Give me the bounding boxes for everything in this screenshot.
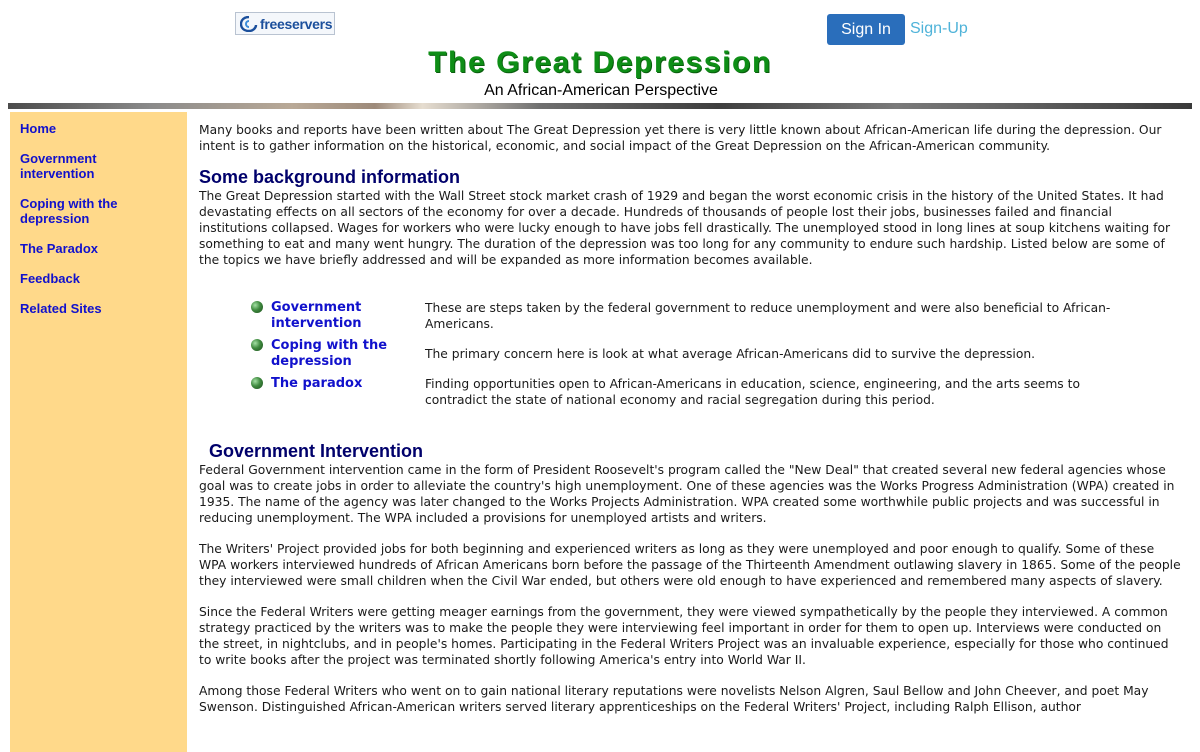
sidebar-nav <box>10 112 187 316</box>
gov-paragraph: Since the Federal Writers were getting meager earnings from the government, they were viewed sympathetically by the people they interviewed. A common strategy practiced by the writers was to make the people they were interviewing feel important in order for them to open up. Interviews were conducted on the street, in nightclubs, and in people's homes. Participating in the Federal Writers Project was an invaluable experience, especially for those who continued to write books after the project was terminated shortly following America's entry into World War II. <box>199 605 1169 667</box>
sidebar-link-home[interactable]: Home <box>20 121 57 136</box>
topic-row-government <box>251 300 1145 338</box>
green-bullet-icon <box>251 301 263 313</box>
gov-paragraph: Federal Government intervention came in the form of President Roosevelt's program called the "New Deal" that created several new federal agencies whose goal was to create jobs in order to alleviate the country's high unemployment. One of these agencies was the Works Progress Administration (WPA) created in 1935. The name of the agency was later changed to the Works Projects Administration. WPA created some worthwhile public projects and was successful in reducing unemployment. The WPA included a provisions for unemployed artists and writers. <box>199 463 1175 525</box>
topic-link-paradox[interactable]: The paradox <box>271 376 363 391</box>
sidebar-item-home <box>20 121 187 136</box>
topic-description: The primary concern here is look at what average African-Americans did to survive the depression. <box>425 347 1036 361</box>
sidebar-item-feedback <box>20 271 187 286</box>
sidebar-link-coping[interactable]: Coping with the depression <box>20 196 118 226</box>
background-heading: Some background information <box>199 167 461 187</box>
sidebar-link-related-sites[interactable]: Related Sites <box>20 301 102 316</box>
topic-row-paradox <box>251 376 1145 414</box>
sidebar-item-paradox <box>20 241 187 256</box>
green-bullet-icon <box>251 377 263 389</box>
header-divider <box>8 103 1192 109</box>
sidebar-link-paradox[interactable]: The Paradox <box>20 241 99 256</box>
sidebar-item-related-sites <box>20 301 187 316</box>
site-title: The Great Depression <box>428 46 772 79</box>
intro-paragraph: Many books and reports have been written about The Great Depression yet there is very little known about African-American life during the depression. Our intent is to gather information on the historical, economic, and social impact of the Great Depression on the African-American community. <box>199 123 1162 153</box>
topic-description: Finding opportunities open to African-Americans in education, science, engineering, and the arts seems to contradict the state of national economy and racial segregation during this period. <box>425 377 1080 407</box>
sidebar-link-government-intervention[interactable]: Government intervention <box>20 151 97 181</box>
main-content <box>199 122 1184 730</box>
topic-link-coping[interactable]: Coping with the depression <box>271 338 388 369</box>
freeservers-logo[interactable] <box>235 12 335 35</box>
sign-up-link[interactable]: Sign-Up <box>910 20 968 37</box>
sidebar-item-government-intervention <box>20 151 187 181</box>
freeservers-logo-text: freeservers <box>260 15 333 32</box>
topic-description: These are steps taken by the federal government to reduce unemployment and were also beneficial to African-Americans. <box>425 301 1111 331</box>
freeservers-swirl-icon <box>240 16 258 32</box>
sign-in-button[interactable]: Sign In <box>827 14 905 45</box>
sidebar-link-feedback[interactable]: Feedback <box>20 271 80 286</box>
site-subtitle: An African-American Perspective <box>484 82 718 99</box>
sidebar <box>10 112 187 752</box>
gov-paragraph: Among those Federal Writers who went on to gain national literary reputations were novelists Nelson Algren, Saul Bellow and John Cheever, and poet May Swenson. Distinguished African-American writers served literary apprenticeships on the Federal Writers' Project, including Ralph Ellison, author <box>199 684 1149 714</box>
topic-link-government[interactable]: Government intervention <box>271 300 362 331</box>
background-paragraph: The Great Depression started with the Wall Street stock market crash of 1929 and began the worst economic crisis in the history of the United States. It had devastating effects on all sectors of the economy for over a decade. Hundreds of thousands of people lost their jobs, businesses failed and financial institutions collapsed. Wages for workers who were lucky enough to have jobs fell drastically. The unemployed stood in long lines at soup kitchens waiting for something to eat and many went hungry. The duration of the depression was too long for any community to endure such hardship. Listed below are some of the topics we have briefly addressed and will be expanded as more information becomes available. <box>199 189 1171 267</box>
topics-table <box>251 300 1145 414</box>
government-intervention-heading: Government Intervention <box>209 441 424 461</box>
sidebar-item-coping <box>20 196 187 226</box>
gov-paragraph: The Writers' Project provided jobs for both beginning and experienced writers as long as they were unemployed and poor enough to qualify. Some of these WPA workers interviewed hundreds of African Americans born before the passage of the Thirteenth Amendment outlawing slavery in 1865. Some of the people they interviewed were small children when the Civil War ended, but others were old enough to have experienced and remembered many aspects of slavery. <box>199 542 1181 588</box>
topic-row-coping <box>251 338 1145 376</box>
green-bullet-icon <box>251 339 263 351</box>
